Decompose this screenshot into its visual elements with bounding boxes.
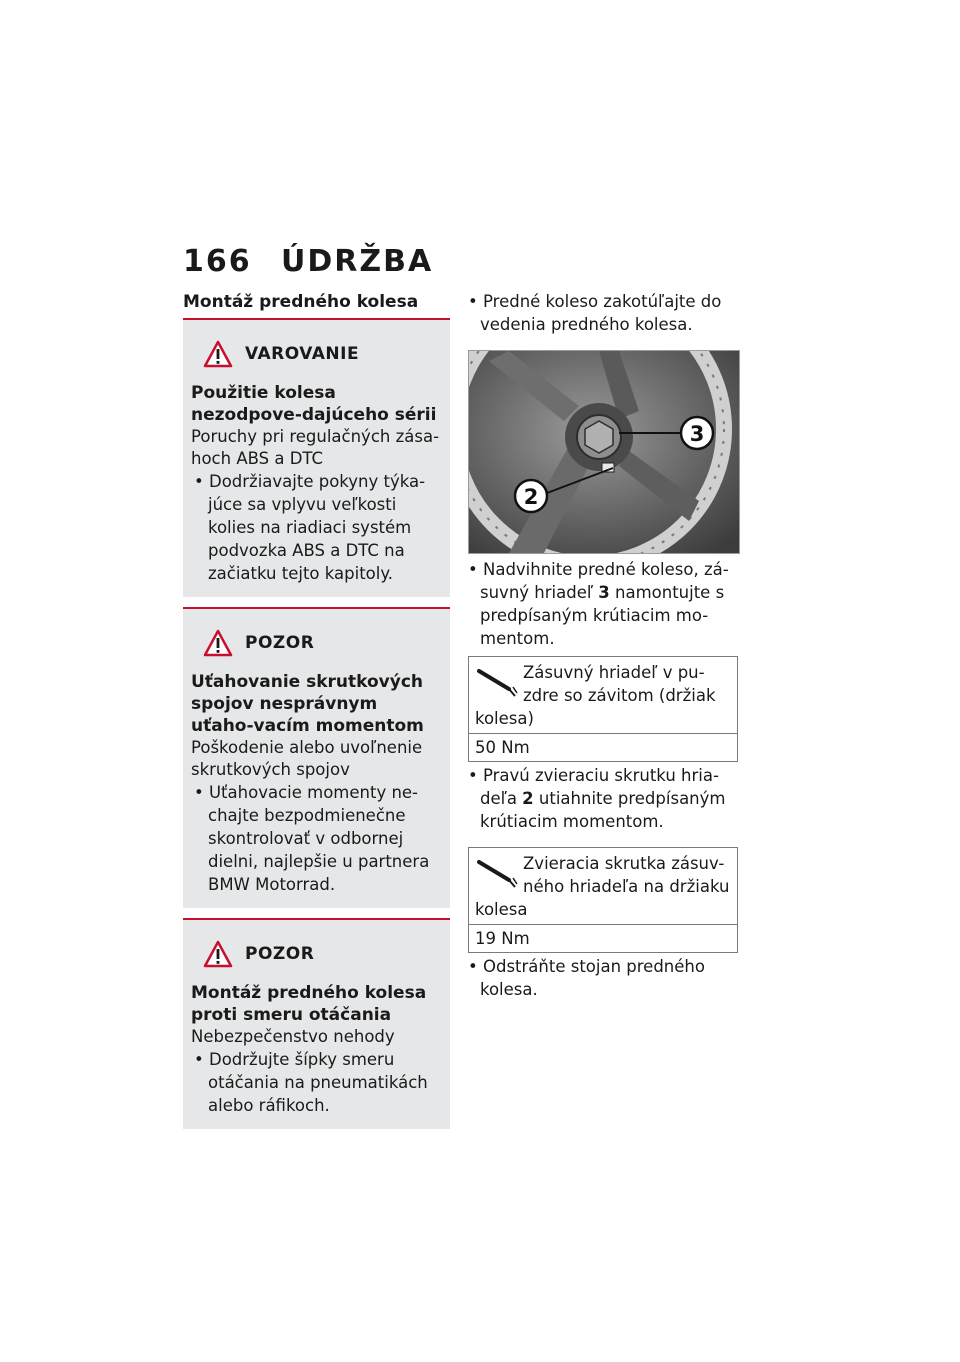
warning-bullet: • Uťahovacie momenty ne-chajte bezpodmienečne skontrolovať v odbornej dielni, najlepšie u partnera BMW Motorrad. [191, 781, 442, 896]
section-title: Montáž predného kolesa [183, 292, 419, 312]
page-number: 166 [183, 244, 252, 279]
warning-triangle-icon [203, 629, 233, 657]
warning-title: Uťahovanie skrutkových spojov nesprávnym uťaho-vacím momentom [191, 672, 424, 736]
step-ref: 3 [598, 583, 610, 602]
torque-wrench-icon [475, 856, 519, 892]
front-wheel-photo [468, 350, 740, 554]
warning-box-varovanie [183, 318, 450, 597]
warning-title: Použitie kolesa nezodpove-dajúceho sérii [191, 383, 437, 425]
front-wheel-illustration [469, 351, 739, 553]
torque-value: 19 Nm [469, 924, 737, 952]
step-text: Pravú zvieraciu skrutku hria-deľa [480, 766, 719, 808]
warning-label: POZOR [245, 633, 315, 653]
warning-triangle-icon [203, 940, 233, 968]
torque-spec-axle [468, 656, 738, 762]
torque-description-text: Zvieracia skrutka zásuv-ného hriadeľa na držiaku kolesa [475, 854, 730, 919]
torque-value: 50 Nm [469, 733, 737, 761]
step-roll-wheel: • Predné koleso zakotúľajte do vedenia predného kolesa. [466, 290, 738, 336]
step-ref: 2 [522, 789, 534, 808]
torque-description-text: Zásuvný hriadeľ v pu-zdre so závitom (držiak kolesa) [475, 663, 716, 728]
warning-box-pozor-torque [183, 607, 450, 908]
torque-wrench-icon [475, 665, 519, 701]
step-tighten-clamp-bolt [466, 764, 738, 833]
warning-triangle-icon [203, 340, 233, 368]
torque-description [469, 848, 737, 924]
warning-text: Poruchy pri regulačných zása-hoch ABS a DTC [191, 427, 440, 468]
warning-title: Montáž predného kolesa proti smeru otáčania [191, 983, 427, 1025]
callout-2: 2 [523, 485, 539, 509]
step-install-axle [466, 558, 738, 650]
callout-3: 3 [689, 422, 705, 446]
warning-text: Poškodenie alebo uvoľnenie skrutkových spojov [191, 738, 423, 779]
warning-box-pozor-direction [183, 918, 450, 1129]
right-column [466, 290, 738, 1001]
warning-header [203, 940, 442, 968]
step-text: utiahnite predpísaným krútiacim momentom. [480, 789, 726, 831]
warning-label: POZOR [245, 944, 315, 964]
warning-text: Nebezpečenstvo nehody [191, 1027, 395, 1046]
step-text: Nadvihnite predné koleso, zá-suvný hriadeľ [480, 560, 729, 602]
warning-bullet: • Dodržujte šípky smeru otáčania na pneumatikách alebo ráfikoch. [191, 1048, 442, 1117]
warning-header [203, 340, 442, 368]
left-column [183, 318, 450, 1139]
step-remove-stand: • Odstráňte stojan predného kolesa. [466, 955, 738, 1001]
torque-description [469, 657, 737, 733]
chapter-title: ÚDRŽBA [281, 244, 434, 279]
warning-label: VAROVANIE [245, 344, 360, 364]
torque-spec-clamp-bolt [468, 847, 738, 953]
warning-header [203, 629, 442, 657]
warning-bullet: • Dodržiavajte pokyny týka-júce sa vplyvu veľkosti kolies na riadiaci systém podvozka ABS a DTC na začiatku tejto kapitoly. [191, 470, 442, 585]
step-text: namontujte s predpísaným krútiacim mo-mentom. [480, 583, 725, 648]
